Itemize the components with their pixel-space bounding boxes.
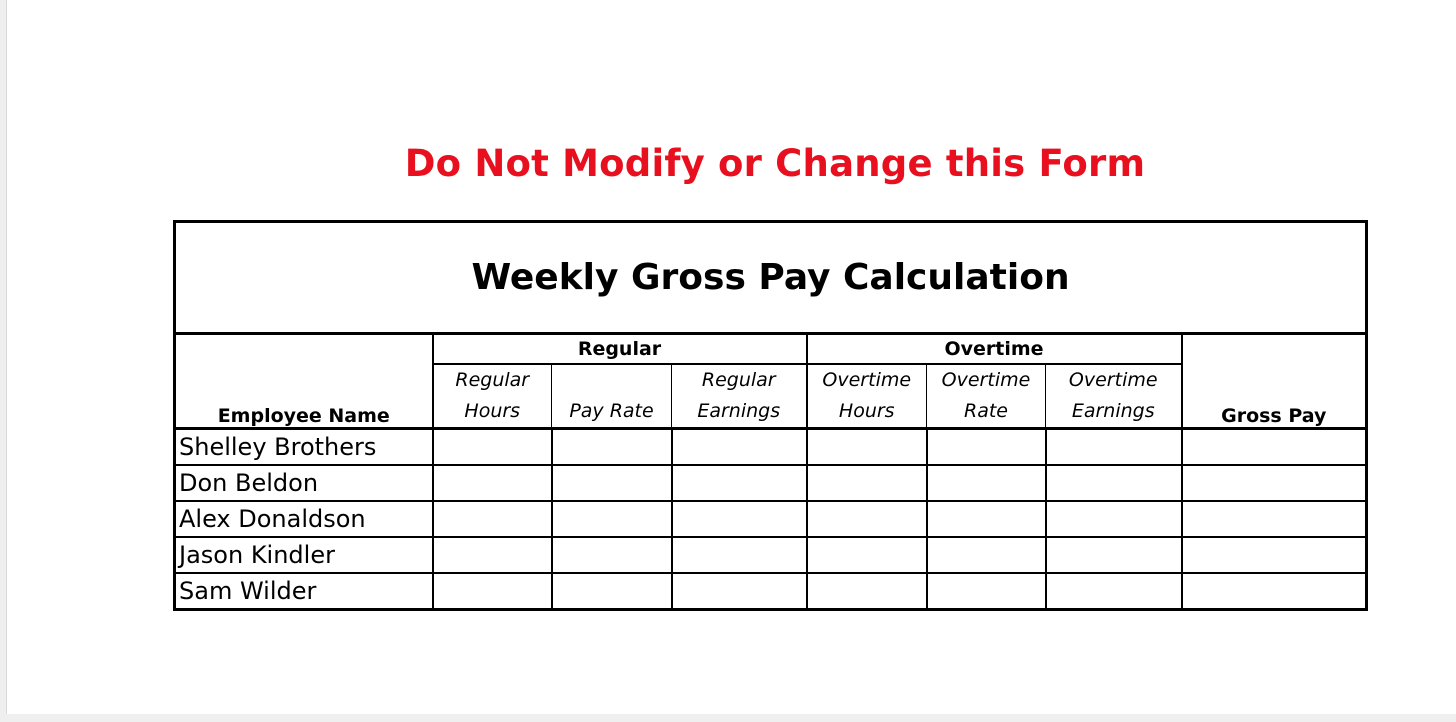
regular-earnings-cell[interactable]: [672, 501, 807, 537]
overtime-hours-line-2: Hours: [838, 400, 895, 422]
pay-rate-cell[interactable]: [552, 465, 672, 501]
overtime-group-header: Overtime: [807, 334, 1182, 365]
regular-hours-cell[interactable]: [433, 465, 552, 501]
overtime-earnings-line-2: Earnings: [1071, 400, 1155, 422]
pay-rate-cell[interactable]: [552, 537, 672, 573]
pay-rate-cell[interactable]: [552, 429, 672, 466]
regular-hours-cell[interactable]: [433, 573, 552, 610]
table-row: [175, 573, 1367, 610]
overtime-rate-cell[interactable]: [927, 537, 1046, 573]
gross-pay-table: [173, 220, 1368, 611]
gross-pay-header: Gross Pay: [1182, 334, 1367, 429]
regular-group-header: Regular: [433, 334, 807, 365]
overtime-hours-cell[interactable]: [807, 465, 927, 501]
pay-rate-cell[interactable]: [552, 501, 672, 537]
overtime-rate-line-2: Rate: [964, 400, 1008, 422]
overtime-earnings-header: [1046, 364, 1182, 429]
overtime-earnings-cell[interactable]: [1046, 429, 1182, 466]
table-row: [175, 537, 1367, 573]
regular-earnings-cell[interactable]: [672, 537, 807, 573]
employee-name-cell[interactable]: Jason Kindler: [175, 537, 433, 573]
overtime-earnings-cell[interactable]: [1046, 573, 1182, 610]
pay-form: [173, 220, 1365, 611]
overtime-earnings-cell[interactable]: [1046, 537, 1182, 573]
overtime-earnings-line-1: Overtime: [1068, 369, 1158, 391]
employee-name-cell[interactable]: Shelley Brothers: [175, 429, 433, 466]
employee-name-cell[interactable]: Don Beldon: [175, 465, 433, 501]
regular-hours-cell[interactable]: [433, 429, 552, 466]
table-row: [175, 429, 1367, 466]
overtime-hours-cell[interactable]: [807, 501, 927, 537]
regular-earnings-line-1: Regular: [701, 369, 776, 391]
overtime-hours-cell[interactable]: [807, 429, 927, 466]
regular-earnings-cell[interactable]: [672, 573, 807, 610]
gross-pay-cell[interactable]: [1182, 501, 1367, 537]
form-title: Weekly Gross Pay Calculation: [175, 222, 1367, 334]
pay-rate-label: Pay Rate: [569, 400, 654, 422]
gross-pay-cell[interactable]: [1182, 429, 1367, 466]
overtime-rate-line-1: Overtime: [941, 369, 1031, 391]
gross-pay-cell[interactable]: [1182, 465, 1367, 501]
overtime-hours-cell[interactable]: [807, 573, 927, 610]
overtime-rate-header: [927, 364, 1046, 429]
warning-heading: Do Not Modify or Change this Form: [404, 142, 1146, 185]
regular-hours-header: [433, 364, 552, 429]
gross-pay-cell[interactable]: [1182, 537, 1367, 573]
overtime-hours-header: [807, 364, 927, 429]
document-page: [6, 0, 1456, 714]
regular-earnings-cell[interactable]: [672, 429, 807, 466]
overtime-earnings-cell[interactable]: [1046, 465, 1182, 501]
employee-name-header: Employee Name: [175, 334, 433, 429]
overtime-rate-cell[interactable]: [927, 465, 1046, 501]
regular-hours-cell[interactable]: [433, 537, 552, 573]
pay-rate-header: [552, 364, 672, 429]
overtime-rate-cell[interactable]: [927, 501, 1046, 537]
employee-name-cell[interactable]: Alex Donaldson: [175, 501, 433, 537]
overtime-hours-cell[interactable]: [807, 537, 927, 573]
table-row: [175, 501, 1367, 537]
employee-name-cell[interactable]: Sam Wilder: [175, 573, 433, 610]
overtime-hours-line-1: Overtime: [822, 369, 912, 391]
regular-earnings-cell[interactable]: [672, 465, 807, 501]
table-row: [175, 465, 1367, 501]
overtime-rate-cell[interactable]: [927, 573, 1046, 610]
gross-pay-cell[interactable]: [1182, 573, 1367, 610]
regular-earnings-header: [672, 364, 807, 429]
regular-earnings-line-2: Earnings: [697, 400, 781, 422]
pay-rate-cell[interactable]: [552, 573, 672, 610]
overtime-earnings-cell[interactable]: [1046, 501, 1182, 537]
overtime-rate-cell[interactable]: [927, 429, 1046, 466]
regular-hours-cell[interactable]: [433, 501, 552, 537]
regular-hours-line-1: Regular: [455, 369, 530, 391]
regular-hours-line-2: Hours: [464, 400, 521, 422]
